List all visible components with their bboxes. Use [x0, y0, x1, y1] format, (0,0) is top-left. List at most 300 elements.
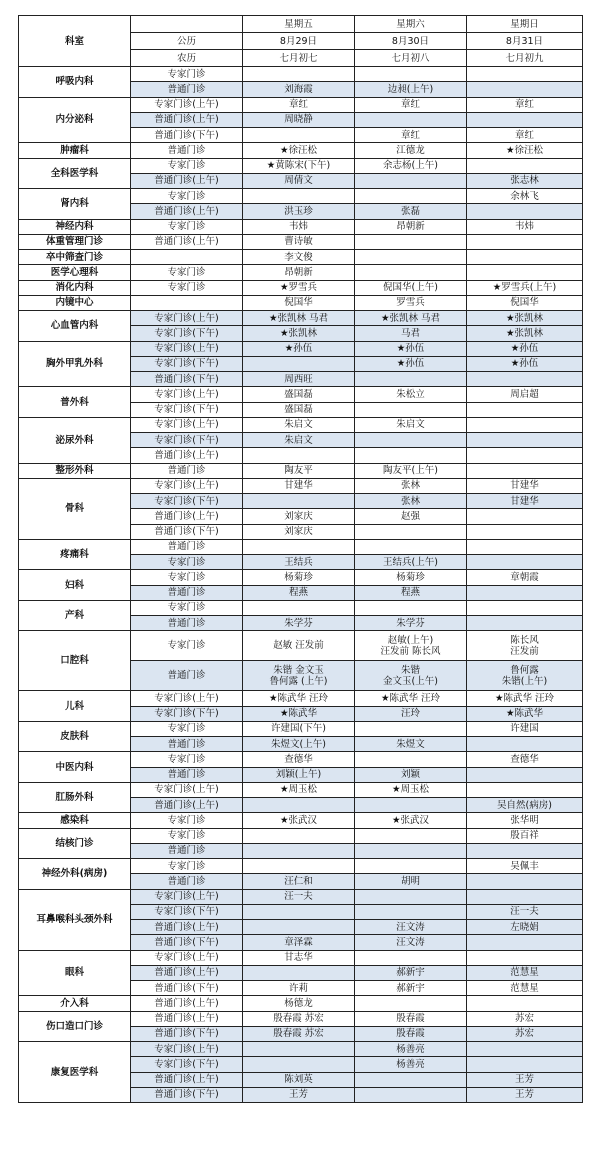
doctor-cell-sat: ★孙伍: [355, 341, 467, 356]
doctor-cell-sun: 吴自然(病房): [467, 798, 583, 813]
doctor-cell-sun: 倪国华: [467, 295, 583, 310]
clinic-type-cell: 普通门诊: [131, 463, 243, 478]
clinic-type-cell: 专家门诊(下午): [131, 494, 243, 509]
clinic-type-cell: 专家门诊(下午): [131, 326, 243, 341]
doctor-cell-sun: [467, 737, 583, 752]
doctor-cell-fri: [243, 600, 355, 615]
doctor-cell-fri: [243, 843, 355, 858]
clinic-type-cell: 专家门诊(上午): [131, 97, 243, 112]
table-row: [19, 889, 583, 904]
clinic-type-cell: 专家门诊(下午): [131, 356, 243, 371]
clinic-type-cell: 专家门诊(上午): [131, 387, 243, 402]
doctor-cell-sat: 汪玲: [355, 706, 467, 721]
dept-name-cell: 疼痛科: [19, 539, 131, 570]
table-row: [19, 387, 583, 402]
dept-name-cell: 内分泌科: [19, 97, 131, 143]
doctor-cell-sun: [467, 417, 583, 432]
dept-name-cell: 骨科: [19, 478, 131, 539]
table-row: [19, 600, 583, 615]
clinic-type-cell: 专家门诊: [131, 600, 243, 615]
doctor-cell-sun: 吴佩丰: [467, 859, 583, 874]
doctor-cell-fri: 许建国(下午): [243, 721, 355, 736]
clinic-type-cell: 普通门诊(下午): [131, 981, 243, 996]
doctor-cell-fri: 汪仁和: [243, 874, 355, 889]
doctor-cell-fri: ★张凯林: [243, 326, 355, 341]
clinic-type-cell: 普通门诊(下午): [131, 372, 243, 387]
doctor-cell-sun: 范慧星: [467, 965, 583, 980]
doctor-cell-sat: [355, 250, 467, 265]
doctor-cell-fri: 殷春霞 苏宏: [243, 1011, 355, 1026]
clinic-type-cell: 普通门诊(上午): [131, 965, 243, 980]
doctor-cell-sun: 章朝霞: [467, 570, 583, 585]
doctor-cell-fri: 刘家庆: [243, 524, 355, 539]
doctor-cell-sun: ★陈武华 汪玲: [467, 691, 583, 706]
doctor-cell-sat: ★张武汉: [355, 813, 467, 828]
clinic-type-cell: 专家门诊: [131, 555, 243, 570]
clinic-type-cell: 专家门诊(上午): [131, 311, 243, 326]
table-row: [19, 189, 583, 204]
table-row: [19, 311, 583, 326]
table-row: [19, 250, 583, 265]
table-row: [19, 219, 583, 234]
dept-name-cell: 体重管理门诊: [19, 234, 131, 249]
doctor-cell-fri: ★黄陈宋(下午): [243, 158, 355, 173]
doctor-cell-fri: 查德华: [243, 752, 355, 767]
clinic-type-cell: 专家门诊: [131, 265, 243, 280]
table-row: [19, 158, 583, 173]
doctor-cell-fri: 周西旺: [243, 372, 355, 387]
clinic-type-cell: 普通门诊(下午): [131, 524, 243, 539]
doctor-cell-sat: 余志杨(上午): [355, 158, 467, 173]
doctor-cell-sat: 杨菊珍: [355, 570, 467, 585]
lunar-label: 农历: [131, 50, 243, 67]
doctor-cell-fri: 洪玉珍: [243, 204, 355, 219]
clinic-type-cell: 普通门诊(上午): [131, 1072, 243, 1087]
doctor-cell-sun: [467, 67, 583, 82]
doctor-cell-sat: [355, 234, 467, 249]
clinic-type-cell: 专家门诊: [131, 219, 243, 234]
clinic-type-cell: 普通门诊: [131, 585, 243, 600]
doctor-cell-sun: 王芳: [467, 1087, 583, 1102]
clinic-type-cell: 专家门诊: [131, 67, 243, 82]
doctor-cell-sat: 郝新宇: [355, 981, 467, 996]
doctor-cell-fri: 王芳: [243, 1087, 355, 1102]
doctor-cell-sat: 赵敏(上午) 汪发前 陈长风: [355, 631, 467, 661]
dept-name-cell: 神经外科(病房): [19, 859, 131, 890]
clinic-type-cell: [131, 295, 243, 310]
doctor-cell-sun: [467, 204, 583, 219]
doctor-cell-fri: 刘海霞: [243, 82, 355, 97]
header-lunar-fri: 七月初七: [243, 50, 355, 67]
dept-name-cell: 肿瘤科: [19, 143, 131, 158]
doctor-cell-sat: [355, 265, 467, 280]
table-row: [19, 782, 583, 797]
doctor-cell-sat: [355, 996, 467, 1011]
doctor-cell-fri: 韦炜: [243, 219, 355, 234]
dept-name-cell: 胸外甲乳外科: [19, 341, 131, 387]
table-row: [19, 539, 583, 554]
doctor-cell-sun: [467, 1042, 583, 1057]
dept-name-cell: 感染科: [19, 813, 131, 828]
doctor-cell-sun: 余林飞: [467, 189, 583, 204]
table-row: [19, 463, 583, 478]
doctor-cell-sun: [467, 158, 583, 173]
doctor-cell-sat: [355, 889, 467, 904]
doctor-cell-sun: 查德华: [467, 752, 583, 767]
doctor-cell-sun: [467, 82, 583, 97]
dept-name-cell: 康复医学科: [19, 1042, 131, 1103]
clinic-type-cell: 普通门诊: [131, 82, 243, 97]
doctor-cell-fri: 倪国华: [243, 295, 355, 310]
doctor-cell-fri: ★陈武华 汪玲: [243, 691, 355, 706]
doctor-cell-fri: [243, 539, 355, 554]
doctor-cell-fri: 盛国磊: [243, 387, 355, 402]
dept-name-cell: 全科医学科: [19, 158, 131, 189]
clinic-type-cell: 普通门诊(上午): [131, 112, 243, 127]
table-row: [19, 721, 583, 736]
doctor-cell-fri: 程燕: [243, 585, 355, 600]
doctor-cell-sat: 胡明: [355, 874, 467, 889]
doctor-cell-sat: [355, 173, 467, 188]
doctor-cell-sun: ★张凯林: [467, 326, 583, 341]
doctor-cell-sat: ★孙伍: [355, 356, 467, 371]
clinic-type-cell: 普通门诊: [131, 874, 243, 889]
doctor-cell-sun: [467, 402, 583, 417]
doctor-cell-sat: 杨善亮: [355, 1057, 467, 1072]
doctor-cell-sun: 苏宏: [467, 1011, 583, 1026]
doctor-cell-sat: 章红: [355, 128, 467, 143]
doctor-cell-sun: [467, 509, 583, 524]
doctor-cell-fri: 朱启文: [243, 433, 355, 448]
doctor-cell-fri: 刘家庆: [243, 509, 355, 524]
doctor-cell-sat: 程燕: [355, 585, 467, 600]
table-row: [19, 417, 583, 432]
doctor-cell-fri: ★孙伍: [243, 341, 355, 356]
doctor-cell-fri: [243, 1057, 355, 1072]
doctor-cell-sat: 江德龙: [355, 143, 467, 158]
doctor-cell-fri: 朱学芬: [243, 616, 355, 631]
doctor-cell-sun: [467, 935, 583, 950]
dept-name-cell: 伤口造口门诊: [19, 1011, 131, 1042]
doctor-cell-fri: ★徐汪松: [243, 143, 355, 158]
clinic-type-cell: 专家门诊(下午): [131, 904, 243, 919]
table-row: [19, 631, 583, 661]
clinic-type-cell: 普通门诊(下午): [131, 1026, 243, 1041]
doctor-cell-sat: 朱松立: [355, 387, 467, 402]
clinic-type-cell: 普通门诊: [131, 143, 243, 158]
doctor-cell-sat: [355, 433, 467, 448]
doctor-cell-sat: [355, 828, 467, 843]
clinic-type-cell: 普通门诊(上午): [131, 448, 243, 463]
doctor-cell-fri: [243, 494, 355, 509]
table-row: [19, 1011, 583, 1026]
doctor-cell-sat: 朱学芬: [355, 616, 467, 631]
doctor-cell-sat: 朱煜文: [355, 737, 467, 752]
doctor-cell-sat: 汪文涛: [355, 935, 467, 950]
clinic-type-cell: 专家门诊(下午): [131, 1057, 243, 1072]
doctor-cell-sat: 殷春霞: [355, 1026, 467, 1041]
dept-name-cell: 普外科: [19, 387, 131, 418]
doctor-cell-sat: [355, 539, 467, 554]
doctor-cell-sat: [355, 904, 467, 919]
table-row: [19, 143, 583, 158]
doctor-cell-sun: [467, 555, 583, 570]
doctor-cell-sun: [467, 250, 583, 265]
doctor-cell-sun: 汪一夫: [467, 904, 583, 919]
clinic-type-cell: 专家门诊: [131, 280, 243, 295]
doctor-cell-fri: [243, 128, 355, 143]
doctor-cell-fri: 周晓静: [243, 112, 355, 127]
doctor-cell-sat: [355, 1072, 467, 1087]
schedule-table: [18, 15, 583, 1103]
clinic-type-cell: 普通门诊(上午): [131, 234, 243, 249]
clinic-type-cell: 专家门诊: [131, 859, 243, 874]
clinic-type-cell: 普通门诊(下午): [131, 128, 243, 143]
clinic-type-cell: 普通门诊(上午): [131, 920, 243, 935]
clinic-type-cell: 专家门诊: [131, 631, 243, 661]
doctor-cell-fri: ★罗雪兵: [243, 280, 355, 295]
doctor-cell-fri: 盛国磊: [243, 402, 355, 417]
clinic-type-cell: 普通门诊: [131, 616, 243, 631]
doctor-cell-fri: [243, 1042, 355, 1057]
doctor-cell-sat: 昂朝新: [355, 219, 467, 234]
doctor-cell-sat: 朱启文: [355, 417, 467, 432]
doctor-cell-sun: [467, 600, 583, 615]
doctor-cell-fri: ★张凯林 马君: [243, 311, 355, 326]
dept-name-cell: 妇科: [19, 570, 131, 601]
header-lunar-sat: 七月初八: [355, 50, 467, 67]
doctor-cell-sat: [355, 950, 467, 965]
clinic-type-cell: 普通门诊: [131, 737, 243, 752]
clinic-type-cell: 普通门诊(上午): [131, 1011, 243, 1026]
doctor-cell-sat: 陶友平(上午): [355, 463, 467, 478]
doctor-cell-sun: [467, 767, 583, 782]
dept-name-cell: 产科: [19, 600, 131, 631]
clinic-type-cell: 专家门诊(上午): [131, 889, 243, 904]
doctor-cell-sun: 张志林: [467, 173, 583, 188]
clinic-type-cell: 专家门诊: [131, 752, 243, 767]
doctor-cell-sun: [467, 1057, 583, 1072]
doctor-cell-fri: 杨菊珍: [243, 570, 355, 585]
dept-name-cell: 中医内科: [19, 752, 131, 783]
doctor-cell-sun: 甘建华: [467, 494, 583, 509]
table-row: [19, 950, 583, 965]
doctor-cell-sun: 章红: [467, 128, 583, 143]
table-row: [19, 691, 583, 706]
dept-name-cell: 整形外科: [19, 463, 131, 478]
doctor-cell-sun: [467, 539, 583, 554]
header-weekday-row: [19, 16, 583, 33]
clinic-type-cell: 专家门诊(下午): [131, 402, 243, 417]
doctor-cell-fri: [243, 356, 355, 371]
doctor-cell-sat: 王结兵(上午): [355, 555, 467, 570]
clinic-type-cell: 专家门诊(上午): [131, 782, 243, 797]
doctor-cell-fri: 陶友平: [243, 463, 355, 478]
header-blank-cell: [131, 16, 243, 33]
dept-name-cell: 结核门诊: [19, 828, 131, 859]
table-row: [19, 67, 583, 82]
doctor-cell-sun: 鲁何露 朱锴(上午): [467, 661, 583, 691]
doctor-cell-sat: 章红: [355, 97, 467, 112]
doctor-cell-fri: 赵敏 汪发前: [243, 631, 355, 661]
dept-name-cell: 卒中筛查门诊: [19, 250, 131, 265]
clinic-type-cell: 普通门诊: [131, 539, 243, 554]
doctor-cell-fri: 甘建华: [243, 478, 355, 493]
doctor-cell-fri: 王结兵: [243, 555, 355, 570]
dept-name-cell: 心血管内科: [19, 311, 131, 342]
clinic-type-cell: 专家门诊: [131, 158, 243, 173]
doctor-cell-sat: 边昶(上午): [355, 82, 467, 97]
doctor-cell-sun: [467, 616, 583, 631]
doctor-cell-sun: ★张凯林: [467, 311, 583, 326]
doctor-cell-sun: ★孙伍: [467, 356, 583, 371]
doctor-cell-fri: 杨德龙: [243, 996, 355, 1011]
clinic-type-cell: 专家门诊(上午): [131, 341, 243, 356]
doctor-cell-sat: 张磊: [355, 204, 467, 219]
table-row: [19, 295, 583, 310]
header-date-fri: 8月29日: [243, 33, 355, 50]
clinic-type-cell: 专家门诊: [131, 813, 243, 828]
doctor-cell-sun: ★陈武华: [467, 706, 583, 721]
clinic-type-cell: 专家门诊(下午): [131, 433, 243, 448]
doctor-cell-fri: 刘颖(上午): [243, 767, 355, 782]
doctor-cell-fri: 朱煜文(上午): [243, 737, 355, 752]
doctor-cell-fri: ★周玉松: [243, 782, 355, 797]
doctor-cell-sat: [355, 67, 467, 82]
clinic-type-cell: 专家门诊: [131, 189, 243, 204]
doctor-cell-sat: ★张凯林 马君: [355, 311, 467, 326]
doctor-cell-sun: 甘建华: [467, 478, 583, 493]
doctor-cell-sun: ★罗雪兵(上午): [467, 280, 583, 295]
table-row: [19, 280, 583, 295]
doctor-cell-sun: 周启超: [467, 387, 583, 402]
table-row: [19, 813, 583, 828]
dept-name-cell: 介入科: [19, 996, 131, 1011]
dept-name-cell: 医学心理科: [19, 265, 131, 280]
doctor-cell-sun: [467, 234, 583, 249]
table-row: [19, 859, 583, 874]
table-row: [19, 996, 583, 1011]
gregorian-label: 公历: [131, 33, 243, 50]
doctor-cell-fri: 曹诗敏: [243, 234, 355, 249]
header-date-sun: 8月31日: [467, 33, 583, 50]
header-lunar-sun: 七月初九: [467, 50, 583, 67]
dept-name-cell: 眼科: [19, 950, 131, 996]
doctor-cell-sat: [355, 843, 467, 858]
doctor-cell-fri: [243, 965, 355, 980]
doctor-cell-sat: 朱锴 金文玉(上午): [355, 661, 467, 691]
doctor-cell-sun: [467, 265, 583, 280]
doctor-cell-sun: 范慧星: [467, 981, 583, 996]
clinic-type-cell: 普通门诊: [131, 661, 243, 691]
dept-name-cell: 耳鼻喉科头颈外科: [19, 889, 131, 950]
doctor-cell-sun: [467, 524, 583, 539]
doctor-cell-sat: 张林: [355, 494, 467, 509]
dept-name-cell: 呼吸内科: [19, 67, 131, 98]
doctor-cell-fri: 甘志华: [243, 950, 355, 965]
doctor-cell-fri: [243, 189, 355, 204]
doctor-cell-fri: 殷春霞 苏宏: [243, 1026, 355, 1041]
doctor-cell-fri: [243, 904, 355, 919]
doctor-cell-fri: 许莉: [243, 981, 355, 996]
dept-header: 科室: [19, 16, 131, 67]
doctor-cell-fri: ★陈武华: [243, 706, 355, 721]
doctor-cell-sat: 罗雪兵: [355, 295, 467, 310]
doctor-cell-sun: 韦炜: [467, 219, 583, 234]
clinic-type-cell: 普通门诊(上午): [131, 509, 243, 524]
doctor-cell-sat: 赵强: [355, 509, 467, 524]
dept-name-cell: 消化内科: [19, 280, 131, 295]
doctor-cell-sun: 张华明: [467, 813, 583, 828]
header-weekday-sun: 星期日: [467, 16, 583, 33]
table-row: [19, 265, 583, 280]
doctor-cell-sat: ★陈武华 汪玲: [355, 691, 467, 706]
doctor-cell-sat: [355, 1087, 467, 1102]
table-row: [19, 828, 583, 843]
doctor-cell-fri: 昂朝新: [243, 265, 355, 280]
doctor-cell-fri: 朱锴 金文玉 鲁何露 (上午): [243, 661, 355, 691]
clinic-type-cell: 专家门诊(下午): [131, 706, 243, 721]
dept-name-cell: 儿科: [19, 691, 131, 722]
doctor-cell-sat: [355, 402, 467, 417]
doctor-cell-sat: [355, 798, 467, 813]
doctor-cell-sat: [355, 372, 467, 387]
doctor-cell-fri: 章红: [243, 97, 355, 112]
doctor-cell-sat: ★周玉松: [355, 782, 467, 797]
doctor-cell-sun: [467, 874, 583, 889]
doctor-cell-fri: [243, 448, 355, 463]
doctor-cell-fri: 陈刘英: [243, 1072, 355, 1087]
doctor-cell-fri: ★张武汉: [243, 813, 355, 828]
doctor-cell-sun: ★徐汪松: [467, 143, 583, 158]
doctor-cell-fri: 李文俊: [243, 250, 355, 265]
doctor-cell-sat: [355, 859, 467, 874]
dept-name-cell: 泌尿外科: [19, 417, 131, 463]
header-weekday-sat: 星期六: [355, 16, 467, 33]
doctor-cell-fri: [243, 859, 355, 874]
table-row: [19, 1042, 583, 1057]
dept-name-cell: 内镜中心: [19, 295, 131, 310]
doctor-cell-sat: 倪国华(上午): [355, 280, 467, 295]
doctor-cell-sat: 杨善亮: [355, 1042, 467, 1057]
doctor-cell-sat: 马君: [355, 326, 467, 341]
clinic-type-cell: 专家门诊(上午): [131, 417, 243, 432]
clinic-type-cell: 普通门诊(下午): [131, 935, 243, 950]
doctor-cell-sun: [467, 889, 583, 904]
doctor-cell-sun: 苏宏: [467, 1026, 583, 1041]
doctor-cell-fri: 朱启文: [243, 417, 355, 432]
clinic-type-cell: 普通门诊(上午): [131, 996, 243, 1011]
doctor-cell-fri: 周倩文: [243, 173, 355, 188]
dept-name-cell: 皮肤科: [19, 721, 131, 752]
doctor-cell-sun: [467, 585, 583, 600]
clinic-type-cell: [131, 250, 243, 265]
doctor-cell-sat: [355, 524, 467, 539]
doctor-cell-sat: 刘颖: [355, 767, 467, 782]
doctor-cell-sun: 章红: [467, 97, 583, 112]
doctor-cell-fri: [243, 67, 355, 82]
doctor-cell-fri: [243, 920, 355, 935]
schedule-page: [18, 15, 582, 1103]
doctor-cell-sat: [355, 448, 467, 463]
clinic-type-cell: 专家门诊: [131, 570, 243, 585]
doctor-cell-sun: [467, 996, 583, 1011]
doctor-cell-sun: 殷百祥: [467, 828, 583, 843]
clinic-type-cell: 普通门诊: [131, 767, 243, 782]
clinic-type-cell: 普通门诊(下午): [131, 1087, 243, 1102]
doctor-cell-sun: 左晓娟: [467, 920, 583, 935]
doctor-cell-sat: [355, 600, 467, 615]
